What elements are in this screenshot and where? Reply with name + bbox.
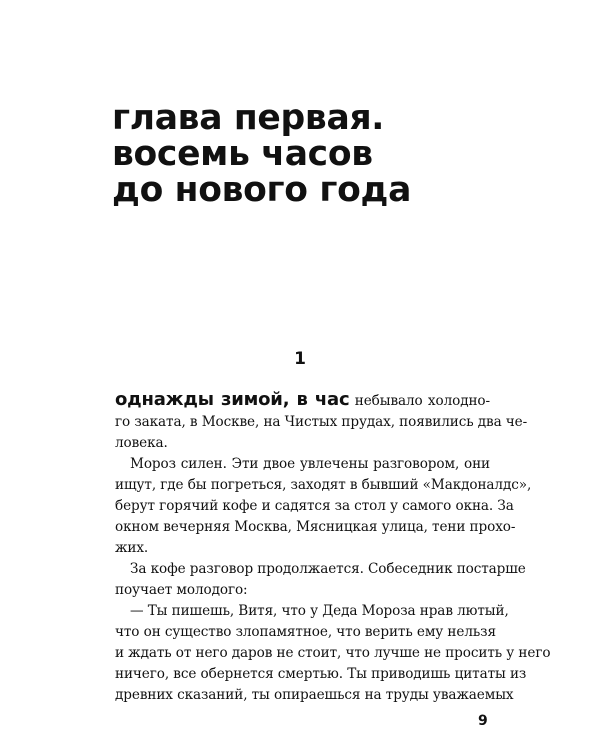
text-line: ничего, все обернется смертью. Ты приводишь цитаты из: [115, 666, 527, 682]
text-line: го заката, в Москве, на Чистых прудах, появились два че-: [115, 414, 528, 430]
text-line: Мороз силен. Эти двое увлечены разговором, они: [130, 456, 490, 472]
lead-in: однажды зимой, в час: [115, 389, 350, 410]
text-line: окном вечерняя Москва, Мясницкая улица, тени прохо-: [115, 519, 516, 535]
chapter-title-line: глава первая.: [112, 98, 385, 138]
opening-line-text: небывало холодно-: [354, 393, 490, 409]
chapter-title: [112, 100, 532, 208]
page-number: 9: [478, 713, 488, 729]
opening-line: [115, 387, 490, 412]
section-number: 1: [294, 349, 306, 369]
body-text: [115, 387, 551, 706]
text-line: жих.: [115, 540, 149, 556]
text-line: ловека.: [115, 435, 168, 451]
text-line: ищут, где бы погреться, заходят в бывший «Макдоналдс»,: [115, 477, 532, 493]
text-line: поучает молодого:: [115, 582, 248, 598]
chapter-title-line: до нового года: [112, 170, 412, 210]
text-line: берут горячий кофе и садятся за стол у самого окна. За: [115, 498, 514, 514]
text-line: что он существо злопамятное, что верить ему нельзя: [115, 624, 496, 640]
text-line: и ждать от него даров не стоит, что лучше не просить у него: [115, 645, 551, 661]
chapter-title-line: восемь часов: [112, 134, 373, 174]
text-line: За кофе разговор продолжается. Собеседник постарше: [130, 561, 526, 577]
text-line: древних сказаний, ты опираешься на труды уважаемых: [115, 687, 514, 703]
text-line: — Ты пишешь, Витя, что у Деда Мороза нрав лютый,: [130, 603, 509, 619]
